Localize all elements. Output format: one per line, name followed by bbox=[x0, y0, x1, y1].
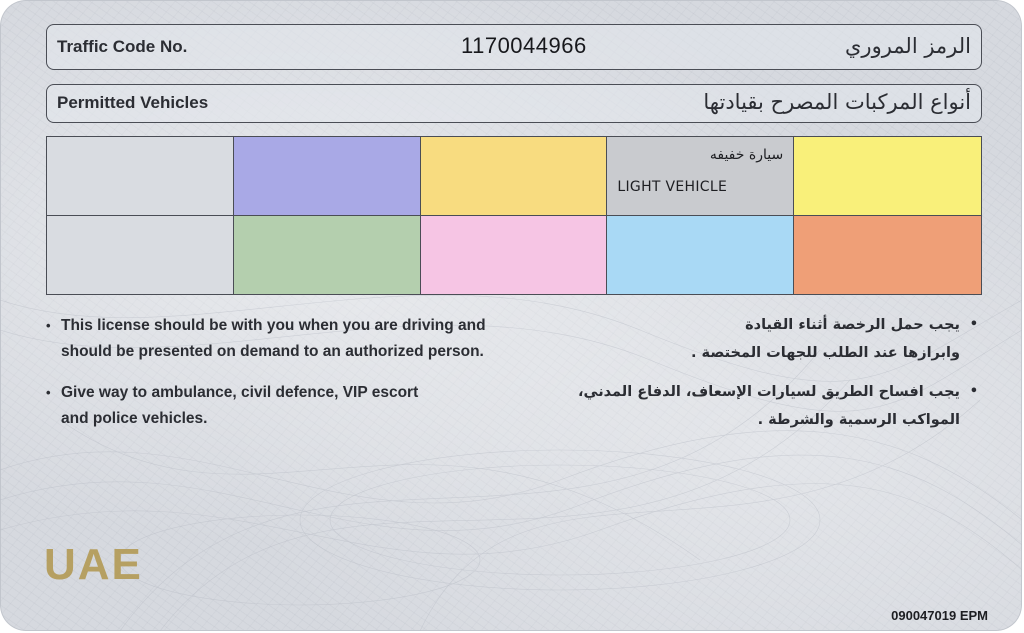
vehicle-cell bbox=[234, 137, 421, 216]
note-line-arabic: وابرازها عند الطلب للجهات المختصة . bbox=[690, 345, 960, 361]
light-vehicle-arabic: سيارة خفيفه bbox=[709, 147, 784, 163]
note-line: This license should be with you when you are driving and bbox=[61, 317, 486, 334]
note-line-arabic: المواكب الرسمية والشرطة . bbox=[757, 412, 960, 428]
note-line-arabic: يجب افساح الطريق لسيارات الإسعاف، الدفاع المدني، bbox=[578, 384, 960, 400]
traffic-code-field bbox=[46, 24, 982, 70]
permitted-vehicles-field bbox=[46, 84, 982, 123]
bullet-icon: • bbox=[969, 384, 978, 399]
uae-logo-text: UAE bbox=[44, 540, 143, 589]
bullet-icon: • bbox=[46, 318, 51, 333]
note-carry-license bbox=[46, 313, 581, 365]
vehicle-category-grid bbox=[46, 136, 982, 295]
traffic-code-value: 1170044966 bbox=[461, 33, 587, 58]
bullet-icon: • bbox=[969, 317, 978, 332]
note-carry-license-arabic bbox=[580, 311, 978, 367]
bullet-icon: • bbox=[46, 385, 51, 400]
note-give-way-arabic bbox=[500, 378, 978, 434]
card-serial-number: 090047019 EPM bbox=[891, 608, 988, 623]
vehicle-cell-light-vehicle bbox=[607, 137, 794, 216]
note-line: should be presented on demand to an authorized person. bbox=[61, 343, 484, 360]
traffic-code-label-arabic: الرمز المروري bbox=[844, 34, 971, 58]
vehicle-cell bbox=[421, 216, 608, 295]
vehicle-cell bbox=[794, 216, 981, 295]
permitted-vehicles-label-arabic: أنواع المركبات المصرح بقيادتها bbox=[703, 90, 971, 114]
vehicle-cell bbox=[47, 216, 234, 295]
light-vehicle-english: LIGHT VEHICLE bbox=[617, 179, 728, 195]
vehicle-cell bbox=[421, 137, 608, 216]
note-line: and police vehicles. bbox=[61, 410, 208, 427]
vehicle-cell bbox=[794, 137, 981, 216]
note-line-arabic: يجب حمل الرخصة أثناء القيادة bbox=[745, 317, 960, 333]
note-give-way bbox=[46, 380, 521, 432]
note-line: Give way to ambulance, civil defence, VIP escort bbox=[61, 384, 419, 401]
vehicle-cell bbox=[234, 216, 421, 295]
permitted-vehicles-label: Permitted Vehicles bbox=[57, 93, 209, 112]
traffic-code-label: Traffic Code No. bbox=[57, 37, 188, 56]
vehicle-cell bbox=[607, 216, 794, 295]
vehicle-cell bbox=[47, 137, 234, 216]
